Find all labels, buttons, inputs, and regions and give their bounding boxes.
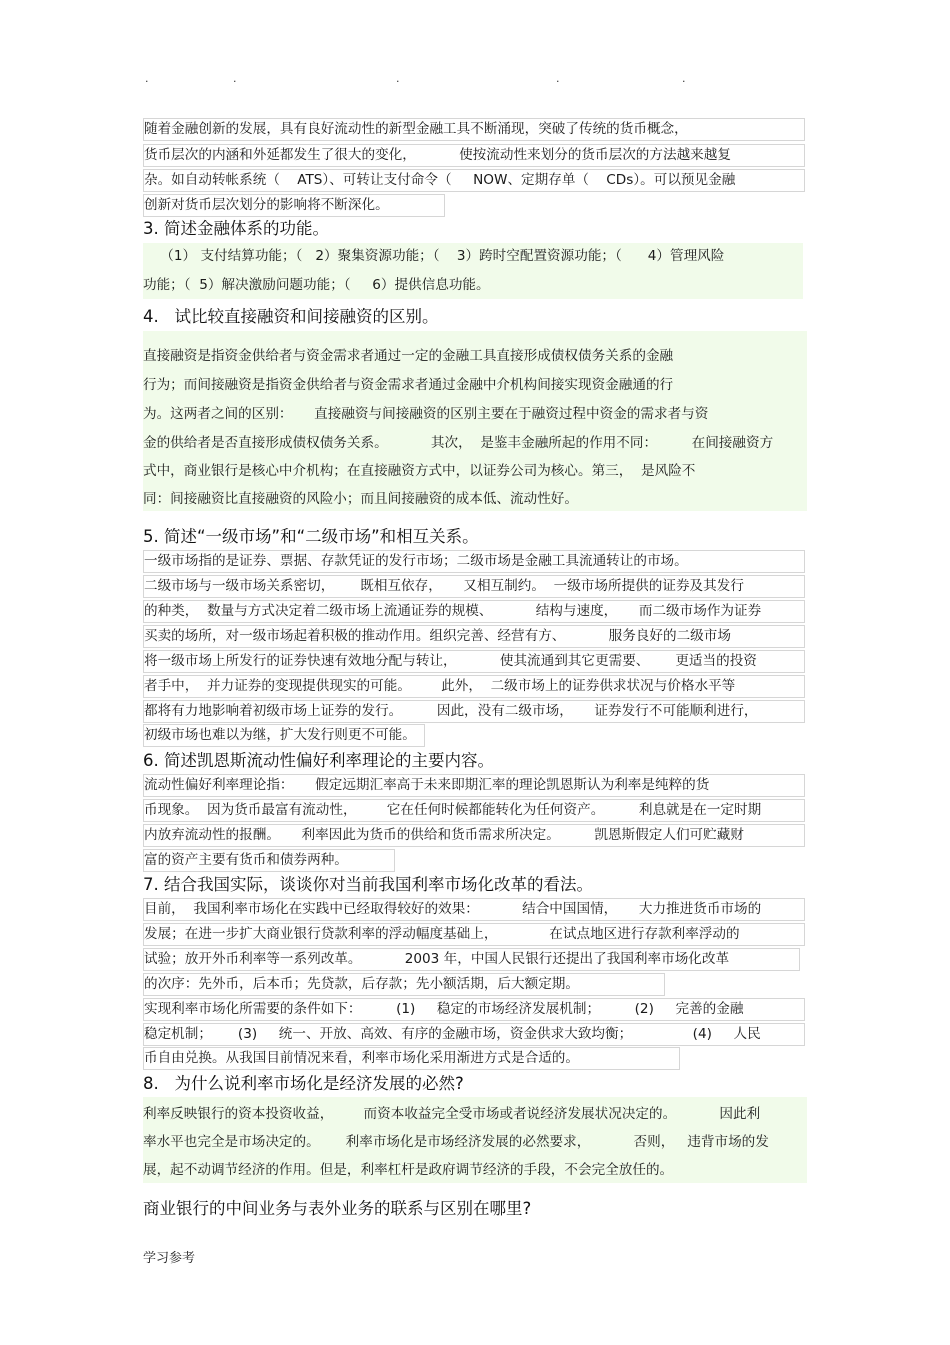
answer-line: 的种类， 数量与方式决定着二级市场上流通证券的规模、 结构与速度， 而二级市场作为证券 bbox=[143, 600, 805, 623]
answer-line: 一级市场指的是证券、票据、存款凭证的发行市场；二级市场是金融工具流通转让的市场。 bbox=[143, 550, 805, 573]
answer-line: 富的资产主要有货币和债券两种。 bbox=[143, 849, 395, 872]
question-4-title: 4. 试比较直接融资和间接融资的区别。 bbox=[143, 307, 439, 326]
answer-line: 目前， 我国利率市场化在实践中已经取得较好的效果： 结合中国国情， 大力推进货币市场的 bbox=[143, 898, 805, 921]
header-dots bbox=[0, 72, 950, 88]
answer-line: 买卖的场所，对一级市场起着积极的推动作用。组织完善、经营有方、 服务良好的二级市场 bbox=[143, 625, 805, 648]
answer-line: 金的供给者是否直接形成债权债务关系。 其次， 是鉴丰金融所起的作用不同： 在间接融资方 bbox=[143, 435, 774, 451]
answer-line: 功能；（ 5）解决激励问题功能；（ 6）提供信息功能。 bbox=[143, 277, 490, 293]
answer-line: （1） 支付结算功能；（ 2）聚集资源功能；（ 3）跨时空配置资源功能；（ 4）管理风险 bbox=[143, 248, 725, 264]
answer-line: 式中，商业银行是核心中介机构；在直接融资方式中，以证券公司为核心。第三， 是风险不 bbox=[143, 463, 696, 479]
answer-line: 二级市场与一级市场关系密切， 既相互依存， 又相互制约。 一级市场所提供的证券及其发行 bbox=[143, 575, 805, 598]
answer-line: 的次序：先外币，后本币；先贷款，后存款；先小额活期，后大额定期。 bbox=[143, 973, 665, 996]
answer-line: 将一级市场上所发行的证券快速有效地分配与转让， 使其流通到其它更需要、 更适当的投资 bbox=[143, 650, 805, 673]
answer-line: 展，起不动调节经济的作用。但是，利率杠杆是政府调节经济的手段，不会完全放任的。 bbox=[143, 1162, 674, 1178]
answer-line: 利率反映银行的资本投资收益， 而资本收益完全受市场或者说经济发展状况决定的。 因此利 bbox=[143, 1106, 761, 1122]
header-dot: . bbox=[556, 72, 560, 85]
answer-line: 直接融资是指资金供给者与资金需求者通过一定的金融工具直接形成债权债务关系的金融 bbox=[143, 348, 674, 364]
header-dot: . bbox=[145, 72, 149, 85]
answer-line: 行为；而间接融资是指资金供给者与资金需求者通过金融中介机构间接实现资金融通的行 bbox=[143, 377, 674, 393]
header-dot: . bbox=[682, 72, 686, 85]
answer-line: 初级市场也难以为继，扩大发行则更不可能。 bbox=[143, 724, 425, 747]
answer-line: 都将有力地影响着初级市场上证券的发行。 因此，没有二级市场， 证券发行不可能顺利进行， bbox=[143, 700, 805, 723]
answer-line: 者手中， 并力证券的变现提供现实的可能。 此外， 二级市场上的证券供求状况与价格水平等 bbox=[143, 675, 805, 698]
answer-line: 同：间接融资比直接融资的风险小；而且间接融资的成本低、流动性好。 bbox=[143, 491, 578, 507]
intro-line: 杂。如自动转帐系统（ ATS）、可转让支付命令（ NOW、定期存单（ CDs）。可以预见金融 bbox=[143, 169, 805, 192]
answer-line: 为。这两者之间的区别： 直接融资与间接融资的区别主要在于融资过程中资金的需求者与资 bbox=[143, 406, 709, 422]
answer-line: 率水平也完全是市场决定的。 利率市场化是市场经济发展的必然要求， 否则， 违背市场的发 bbox=[143, 1134, 769, 1150]
question-3-title: 3. 简述金融体系的功能。 bbox=[143, 219, 329, 238]
answer-line: 币自由兑换。从我国目前情况来看，利率市场化采用渐进方式是合适的。 bbox=[143, 1047, 680, 1070]
footer-text: 学习参考 bbox=[143, 1251, 196, 1266]
header-dot: . bbox=[233, 72, 237, 85]
intro-line: 创新对货币层次划分的影响将不断深化。 bbox=[143, 194, 445, 217]
intro-line: 随着金融创新的发展，具有良好流动性的新型金融工具不断涌现，突破了传统的货币概念， bbox=[143, 118, 805, 141]
question-5-title: 5. 简述“一级市场”和“二级市场”和相互关系。 bbox=[143, 527, 479, 546]
answer-line: 流动性偏好利率理论指： 假定远期汇率高于未来即期汇率的理论凯恩斯认为利率是纯粹的货 bbox=[143, 774, 805, 797]
answer-line: 内放弃流动性的报酬。 利率因此为货币的供给和货币需求所决定。 凯恩斯假定人们可贮藏财 bbox=[143, 824, 805, 847]
answer-line: 试验；放开外币利率等一系列改革。 2003 年，中国人民银行还提出了我国利率市场化改革 bbox=[143, 948, 800, 971]
question-7-title: 7. 结合我国实际，谈谈你对当前我国利率市场化改革的看法。 bbox=[143, 875, 593, 894]
answer-line: 币现象。 因为货币最富有流动性， 它在任何时候都能转化为任何资产。 利息就是在一定时期 bbox=[143, 799, 805, 822]
answer-line: 稳定机制； (3) 统一、开放、高效、有序的金融市场，资金供求大致均衡； (4) 人民 bbox=[143, 1023, 805, 1046]
answer-line: 发展；在进一步扩大商业银行贷款利率的浮动幅度基础上， 在试点地区进行存款利率浮动的 bbox=[143, 923, 805, 946]
question-8-title: 8. 为什么说利率市场化是经济发展的必然? bbox=[143, 1074, 464, 1093]
answer-line: 实现利率市场化所需要的条件如下： (1) 稳定的市场经济发展机制； (2) 完善的金融 bbox=[143, 998, 805, 1021]
header-dot: . bbox=[396, 72, 400, 85]
intro-line: 货币层次的内涵和外延都发生了很大的变化， 使按流动性来划分的货币层次的方法越来越复 bbox=[143, 144, 805, 167]
question-9-title: 商业银行的中间业务与表外业务的联系与区别在哪里? bbox=[143, 1199, 532, 1218]
question-6-title: 6. 简述凯恩斯流动性偏好利率理论的主要内容。 bbox=[143, 751, 494, 770]
